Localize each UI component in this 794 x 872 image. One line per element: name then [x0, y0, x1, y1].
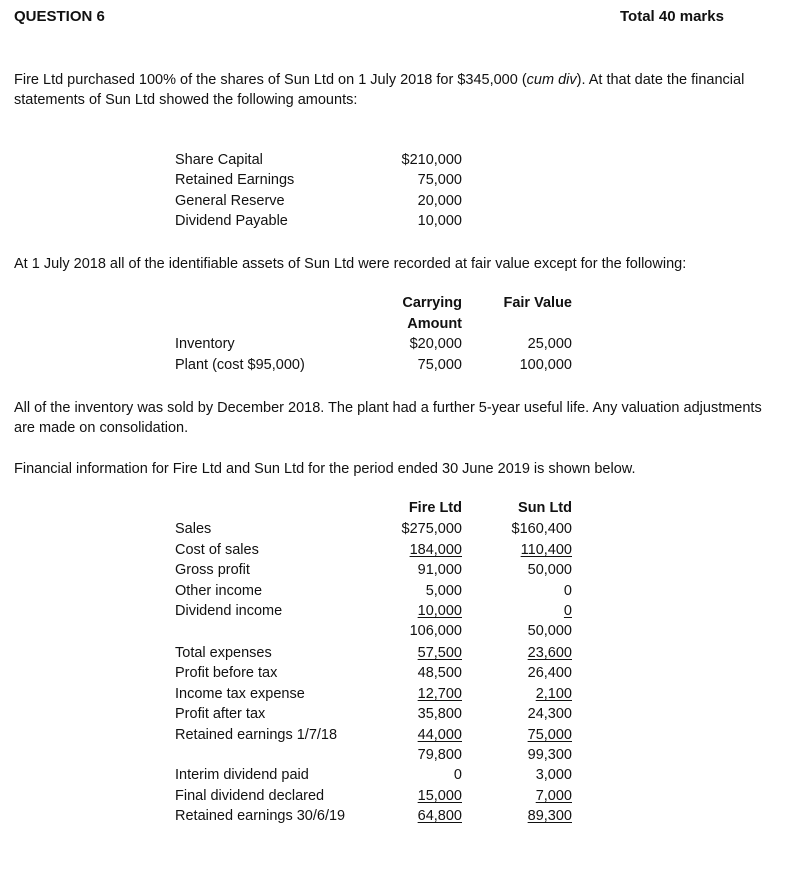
table-row-sun	[462, 686, 572, 702]
table-row-sun-value: 23,600	[527, 645, 572, 661]
equity-label: Retained Earnings	[175, 172, 295, 188]
table-row-fire: 106,000	[409, 623, 462, 639]
table-row-label: Final dividend declared	[175, 788, 325, 804]
table-row-fire-value: 15,000	[417, 788, 462, 804]
table-row-fire	[352, 603, 462, 619]
table-row-fire: 79,800	[417, 747, 462, 763]
fv-row-carrying: $20,000	[409, 336, 462, 352]
financial-intro: Financial information for Fire Ltd and Sun Ltd for the period ended 30 June 2019 is shown below.	[14, 461, 636, 477]
total-marks: Total 40 marks	[620, 8, 724, 25]
table-row-sun	[462, 727, 572, 743]
table-row-sun-value: 2,100	[535, 686, 572, 702]
table-row-label: Dividend income	[175, 603, 283, 619]
table-row-label: Cost of sales	[175, 542, 259, 558]
table-row-sun-value: 75,000	[527, 727, 572, 743]
table-row-sun: 0	[563, 583, 572, 599]
table-row-sun	[462, 645, 572, 661]
equity-label: General Reserve	[175, 193, 285, 209]
fv-col-fair-header: Fair Value	[503, 295, 572, 311]
table-row-fire	[352, 645, 462, 661]
fv-col-carrying-header-2: Amount	[407, 316, 462, 332]
equity-value: $210,000	[401, 152, 462, 168]
fin-col-sun-header: Sun Ltd	[518, 500, 572, 516]
table-row-label: Retained earnings 1/7/18	[175, 727, 338, 743]
fv-row-fair: 100,000	[519, 357, 572, 373]
table-row-label: Profit after tax	[175, 706, 266, 722]
equity-value: 20,000	[417, 193, 462, 209]
fair-value-intro: At 1 July 2018 all of the identifiable assets of Sun Ltd were recorded at fair value except for the following:	[14, 256, 687, 272]
fv-row-label: Inventory	[175, 336, 235, 352]
intro-text-italic: cum div	[526, 72, 577, 88]
equity-value: 75,000	[417, 172, 462, 188]
equity-value: 10,000	[417, 213, 462, 229]
table-row-sun: 50,000	[527, 623, 572, 639]
table-row-label: Income tax expense	[175, 686, 305, 702]
table-row-sun-value: 0	[563, 603, 572, 619]
table-row-sun-value: 110,400	[520, 542, 572, 558]
table-row-label: Profit before tax	[175, 665, 278, 681]
table-row-fire: 48,500	[417, 665, 462, 681]
table-row-label: Interim dividend paid	[175, 767, 309, 783]
table-row-label: Sales	[175, 521, 212, 537]
table-row-sun	[462, 542, 572, 558]
table-row-label: Other income	[175, 583, 263, 599]
equity-label: Share Capital	[175, 152, 263, 168]
table-row-fire-value: 10,000	[417, 603, 462, 619]
intro-text-before: Fire Ltd purchased 100% of the shares of Sun Ltd on 1 July 2018 for $345,000 (	[14, 72, 527, 88]
table-row-fire	[352, 542, 462, 558]
table-row-fire: $275,000	[401, 521, 462, 537]
table-row-fire: 91,000	[417, 562, 462, 578]
table-row-sun-value: 89,300	[527, 808, 572, 824]
table-row-fire-value: 64,800	[417, 808, 462, 824]
table-row-fire-value: 184,000	[409, 542, 462, 558]
table-row-sun: $160,400	[511, 521, 572, 537]
equity-label: Dividend Payable	[175, 213, 288, 229]
fv-row-fair: 25,000	[527, 336, 572, 352]
intro-text-after: ). At that date the financial statements of Sun Ltd showed the following amounts:	[14, 72, 745, 108]
fv-col-carrying-header: Carrying	[402, 295, 462, 311]
table-row-sun-value: 7,000	[535, 788, 572, 804]
intro-paragraph	[14, 70, 774, 110]
table-row-sun: 50,000	[527, 562, 572, 578]
fv-row-label: Plant (cost $95,000)	[175, 357, 305, 373]
table-row-label: Retained earnings 30/6/19	[175, 808, 346, 824]
table-row-fire: 0	[453, 767, 462, 783]
table-row-fire: 5,000	[425, 583, 462, 599]
fin-col-fire-header: Fire Ltd	[408, 500, 462, 516]
table-row-fire-value: 57,500	[417, 645, 462, 661]
table-row-fire: 35,800	[417, 706, 462, 722]
table-row-sun: 26,400	[527, 665, 572, 681]
table-row-sun: 99,300	[527, 747, 572, 763]
table-row-fire	[352, 686, 462, 702]
table-row-fire	[352, 727, 462, 743]
table-row-fire-value: 44,000	[417, 727, 462, 743]
question-title: QUESTION 6	[14, 8, 105, 25]
table-row-sun: 24,300	[527, 706, 572, 722]
table-row-label: Gross profit	[175, 562, 250, 578]
table-row-sun	[462, 808, 572, 824]
table-row-sun	[462, 603, 572, 619]
table-row-sun	[462, 788, 572, 804]
table-row-sun: 3,000	[535, 767, 572, 783]
table-row-fire	[352, 808, 462, 824]
table-row-fire	[352, 788, 462, 804]
fv-row-carrying: 75,000	[417, 357, 462, 373]
table-row-label: Total expenses	[175, 645, 272, 661]
inventory-note: All of the inventory was sold by December 2018. The plant had a further 5-year useful life. Any valuation adjustments are made on consolidation.	[14, 400, 762, 436]
table-row-fire-value: 12,700	[417, 686, 462, 702]
